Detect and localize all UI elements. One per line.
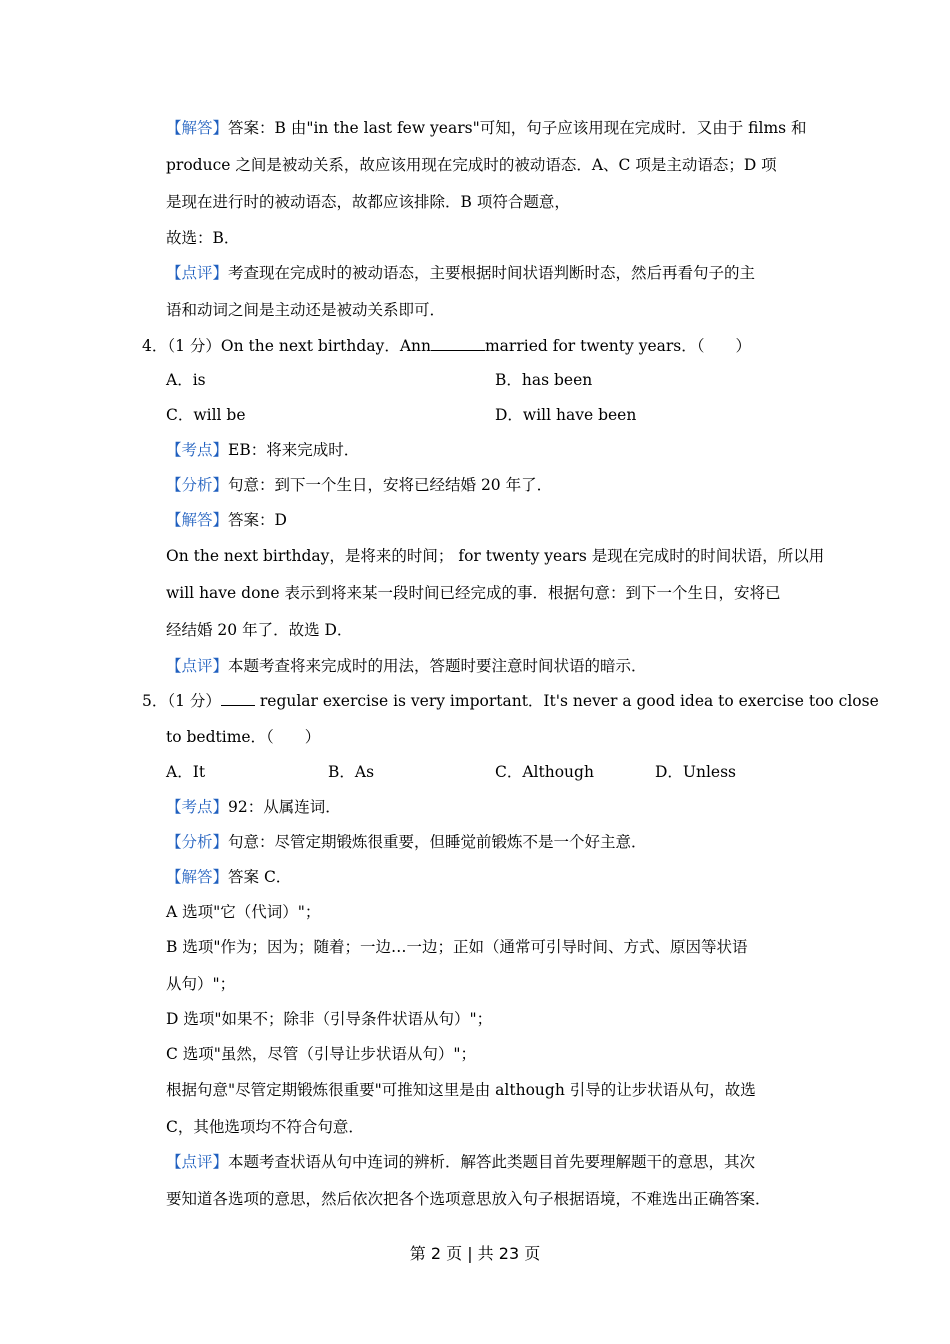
option-d: D．will have been: [495, 406, 637, 424]
section-tag: 【解答】: [166, 868, 229, 886]
comment-line: [166, 262, 810, 284]
fenxi-text: 句意：尽管定期锻炼很重要，但睡觉前锻炼不是一个好主意．: [228, 833, 647, 851]
answer-line: C 选项"虽然，尽管（引导让步状语从句）"；: [166, 1045, 477, 1063]
answer-line: [166, 866, 810, 888]
comment-text: 本题考查将来完成时的用法，答题时要注意时间状语的暗示．: [228, 657, 647, 675]
question-5-stem: [142, 689, 879, 712]
stem-text: （1 分）: [167, 692, 221, 710]
question-number: 5．: [142, 692, 168, 710]
answer-line: B 选项"作为；因为；随着；一边…一边；正如（通常可引导时间、方式、原因等状语: [166, 938, 748, 956]
option-a: A．is: [166, 371, 206, 389]
answer-line: will have done 表示到将来某一段时间已经完成的事．根据句意：到下一个生日，安将已: [166, 584, 781, 602]
answer-line: D 选项"如果不；除非（引导条件状语从句）"；: [166, 1010, 493, 1028]
answer-line: 是现在进行时的被动语态，故都应该排除．B 项符合题意，: [166, 193, 570, 211]
answer-line: A 选项"它（代词）"；: [166, 903, 321, 921]
answer-text: 答案：B 由"in the last few years"可知，句子应该用现在完成时．又由于 films 和: [228, 119, 807, 137]
kaodian-line: [166, 439, 810, 461]
answer-line: [166, 117, 810, 139]
answer-text: 答案：D: [228, 511, 287, 529]
answer-line: On the next birthday，是将来的时间； for twenty years 是现在完成时的时间状语，所以用: [166, 547, 825, 565]
fenxi-text: 句意：到下一个生日，安将已经结婚 20 年了．: [228, 476, 553, 494]
section-tag: 【考点】: [166, 441, 229, 459]
option-d: D．Unless: [655, 763, 737, 781]
option-c: C．Although: [495, 763, 594, 781]
kaodian-text: 92：从属连词．: [228, 798, 341, 816]
option-b: B．has been: [495, 371, 593, 389]
comment-line: [166, 655, 810, 677]
fenxi-line: [166, 474, 810, 496]
answer-text: 答案 C．: [228, 868, 292, 886]
answer-blank: [431, 334, 485, 351]
stem-text: （1 分）On the next birthday．Ann: [167, 337, 431, 355]
option-b: B．As: [328, 763, 375, 781]
section-tag: 【考点】: [166, 798, 229, 816]
section-tag: 【点评】: [166, 1153, 229, 1171]
question-5-stem-cont: to bedtime．（ ）: [166, 728, 321, 746]
section-tag: 【解答】: [166, 511, 229, 529]
section-tag: 【分析】: [166, 833, 229, 851]
answer-line: 经结婚 20 年了．故选 D．: [166, 621, 353, 639]
answer-line: [166, 509, 810, 531]
section-tag: 【解答】: [166, 119, 229, 137]
question-4-stem: [142, 334, 751, 357]
comment-line: 要知道各选项的意思，然后依次把各个选项意思放入句子根据语境，不难选出正确答案．: [166, 1190, 771, 1208]
section-tag: 【点评】: [166, 657, 229, 675]
option-c: C．will be: [166, 406, 246, 424]
comment-line: 语和动词之间是主动还是被动关系即可．: [166, 301, 446, 319]
comment-line: [166, 1151, 810, 1173]
option-a: A．It: [166, 763, 206, 781]
answer-line: C，其他选项均不符合句意．: [166, 1118, 364, 1136]
answer-line: 故选：B．: [166, 229, 240, 247]
kaodian-line: [166, 796, 810, 818]
answer-line: 根据句意"尽管定期锻炼很重要"可推知这里是由 although 引导的让步状语从句，故选: [166, 1081, 756, 1099]
kaodian-text: EB：将来完成时．: [228, 441, 360, 459]
answer-blank: [221, 689, 255, 706]
comment-text: 考查现在完成时的被动语态，主要根据时间状语判断时态，然后再看句子的主: [228, 264, 756, 282]
section-tag: 【分析】: [166, 476, 229, 494]
page-footer: 第 2 页 | 共 23 页: [409, 1244, 541, 1263]
answer-line: 从句）"；: [166, 975, 236, 993]
stem-text: married for twenty years．（ ）: [484, 337, 751, 355]
fenxi-line: [166, 831, 810, 853]
comment-text: 本题考查状语从句中连词的辨析．解答此类题目首先要理解题干的意思，其次: [228, 1153, 756, 1171]
section-tag: 【点评】: [166, 264, 229, 282]
question-number: 4．: [142, 337, 168, 355]
answer-line: produce 之间是被动关系，故应该用现在完成时的被动语态．A、C 项是主动语态；D 项: [166, 156, 777, 174]
stem-text: regular exercise is very important．It's never a good idea to exercise too close: [259, 692, 879, 710]
